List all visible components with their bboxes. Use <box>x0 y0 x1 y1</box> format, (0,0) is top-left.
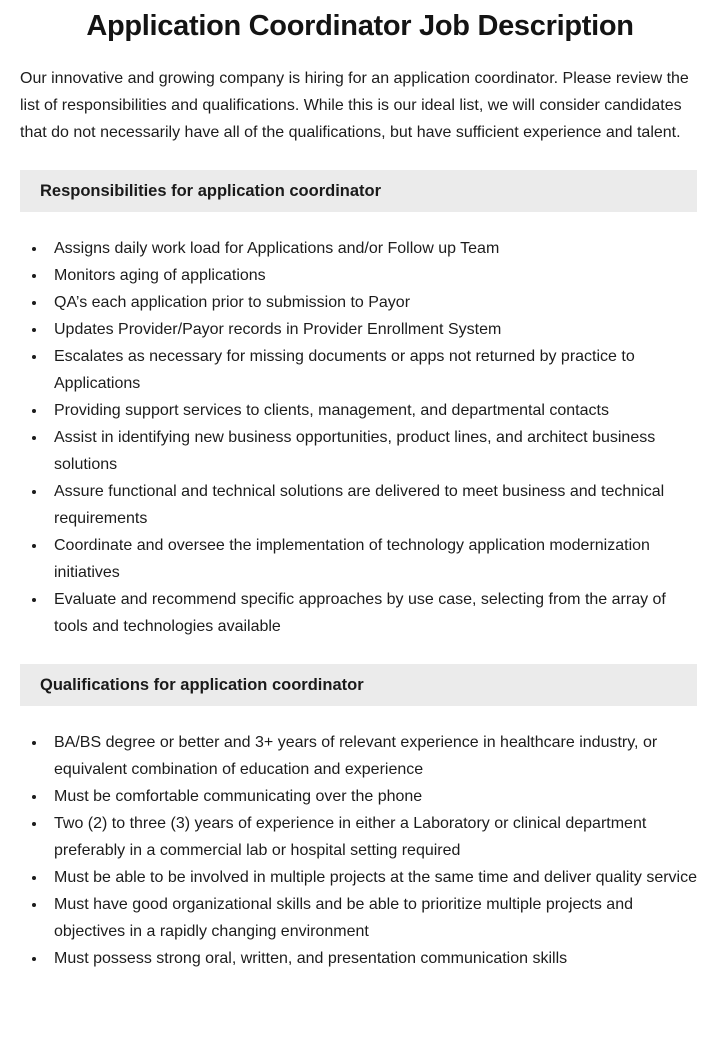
responsibilities-section <box>0 170 720 640</box>
list-item: • Assigns daily work load for Applications and/or Follow up Team <box>47 235 697 262</box>
responsibilities-heading-bar <box>20 170 697 212</box>
list-item: • Coordinate and oversee the implementation of technology application modernization initiatives <box>47 532 697 586</box>
intro-paragraph: Our innovative and growing company is hiring for an application coordinator. Please review the list of responsibilities and qualifications. While this is our ideal list, we will consider candidates that do not necessarily have all of the qualifications, but have sufficient experience and talent. <box>20 70 689 141</box>
qualifications-heading: Qualifications for application coordinator <box>40 676 364 694</box>
list-item: • Must be comfortable communicating over the phone <box>47 783 697 810</box>
list-item: • BA/BS degree or better and 3+ years of relevant experience in healthcare industry, or equivalent combination of education and experience <box>47 729 697 783</box>
responsibilities-list <box>20 235 697 640</box>
list-item: • Two (2) to three (3) years of experience in either a Laboratory or clinical department preferably in a commercial lab or hospital setting required <box>47 810 697 864</box>
qualifications-list <box>20 729 697 972</box>
list-item: • Assist in identifying new business opportunities, product lines, and architect business solutions <box>47 424 697 478</box>
list-item: • Must be able to be involved in multiple projects at the same time and deliver quality service <box>47 864 697 891</box>
list-item: • Monitors aging of applications <box>47 262 697 289</box>
bottom-spacer <box>0 972 720 1000</box>
list-item: • QA’s each application prior to submission to Payor <box>47 289 697 316</box>
list-item: • Providing support services to clients, management, and departmental contacts <box>47 397 697 424</box>
list-item: • Updates Provider/Payor records in Provider Enrollment System <box>47 316 697 343</box>
list-item: • Escalates as necessary for missing documents or apps not returned by practice to Applications <box>47 343 697 397</box>
list-item: • Evaluate and recommend specific approaches by use case, selecting from the array of tools and technologies available <box>47 586 697 640</box>
responsibilities-heading: Responsibilities for application coordinator <box>40 182 382 200</box>
list-item: • Must possess strong oral, written, and presentation communication skills <box>47 945 697 972</box>
list-item: • Assure functional and technical solutions are delivered to meet business and technical requirements <box>47 478 697 532</box>
qualifications-heading-bar <box>20 664 697 706</box>
qualifications-section <box>0 664 720 972</box>
page-title: Application Coordinator Job Description <box>86 10 634 42</box>
list-item: • Must have good organizational skills and be able to prioritize multiple projects and objectives in a rapidly changing environment <box>47 891 697 945</box>
